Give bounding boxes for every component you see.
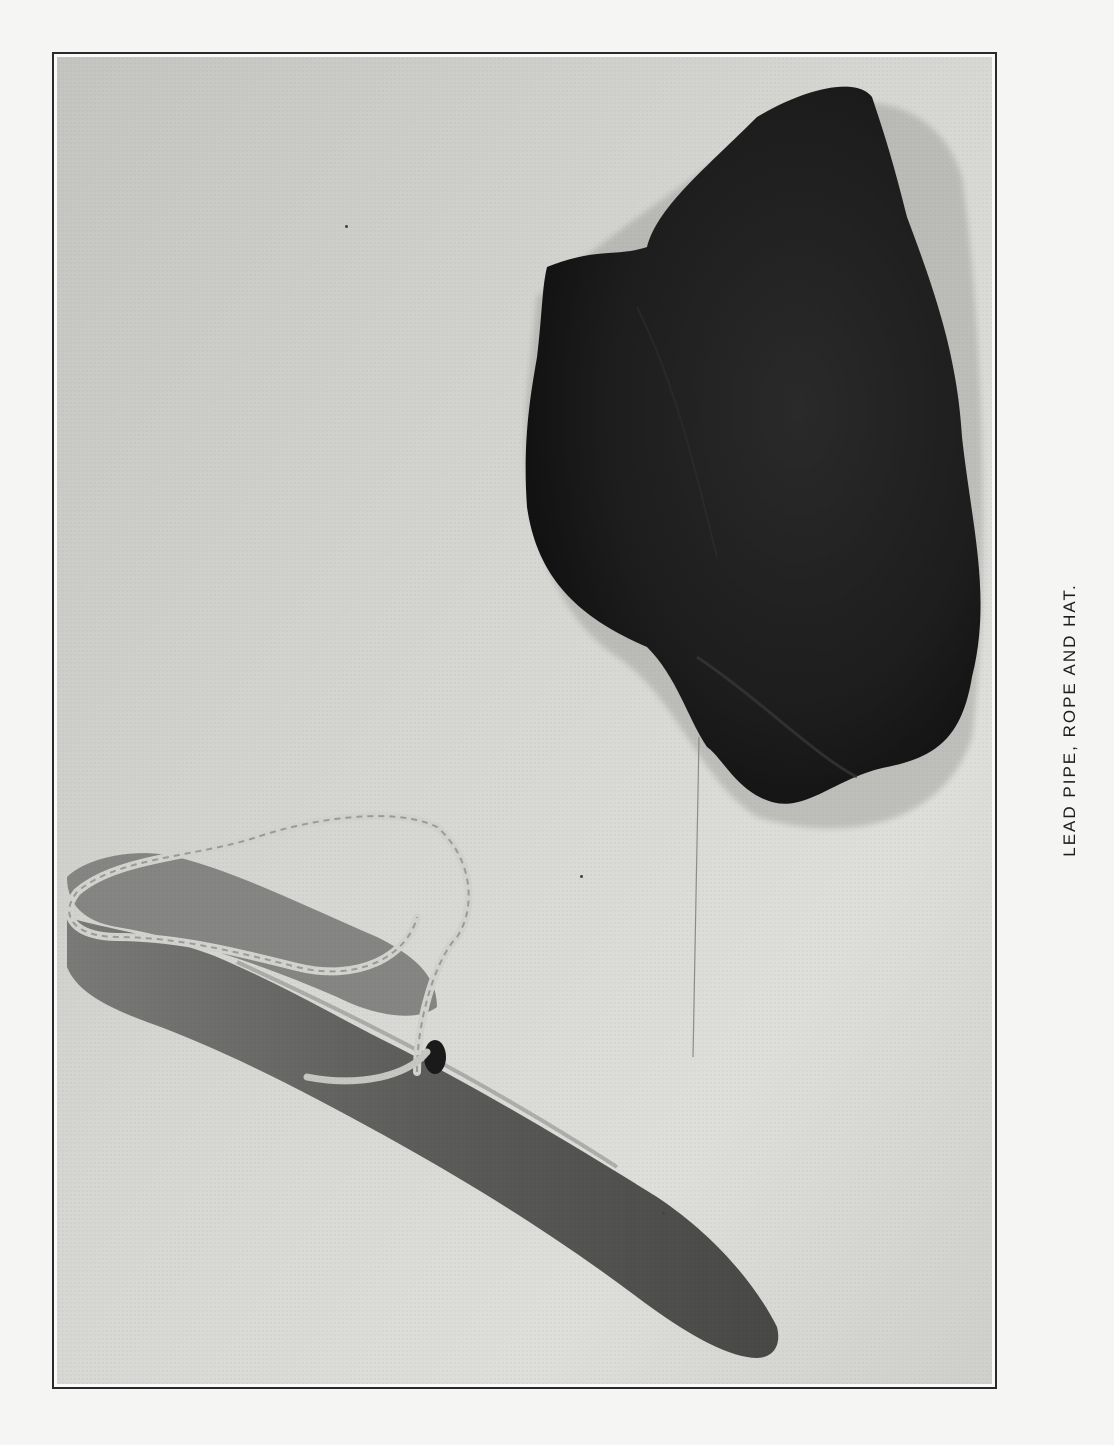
print-speck [345, 225, 348, 228]
photograph [57, 57, 992, 1384]
print-speck [580, 875, 583, 878]
caption-text: LEAD PIPE, ROPE AND HAT. [1060, 583, 1079, 857]
photo-illustration [57, 57, 992, 1384]
print-speck [662, 1212, 665, 1215]
